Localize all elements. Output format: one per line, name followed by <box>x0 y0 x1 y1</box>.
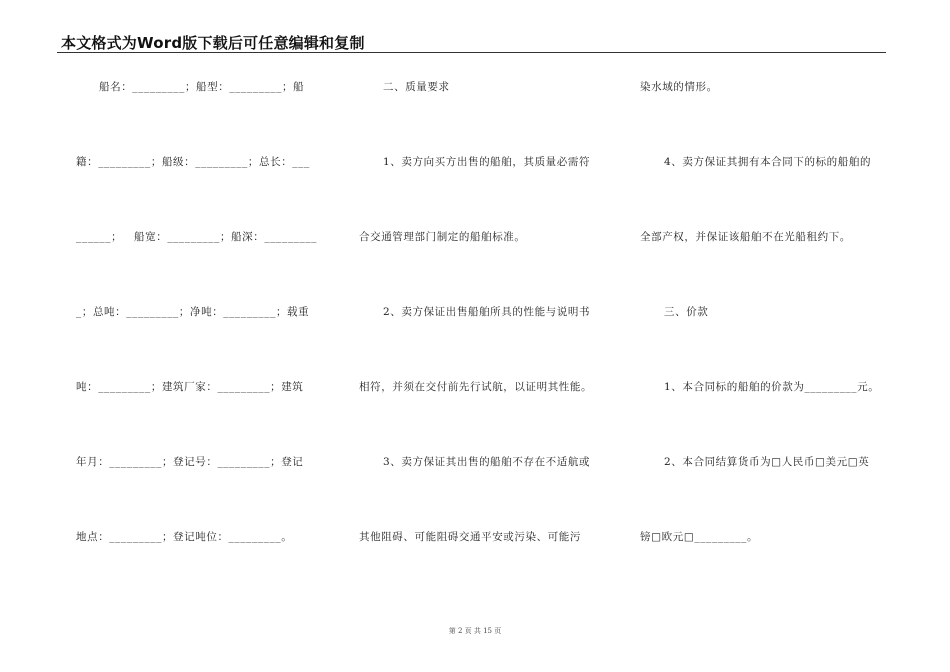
text-line: 1、卖方向买方出售的船舶，其质量必需符 <box>383 156 591 168</box>
text-line: 1、本合同标的船舶的价款为_________元。 <box>664 381 880 393</box>
text-line: 相符，并须在交付前先行试航，以证明其性能。 <box>359 381 593 393</box>
text-line: 籍：_________；船级：_________；总长：___ <box>76 156 310 168</box>
text-line: ______； 船宽：_________；船深：_________ <box>76 231 318 243</box>
text-line: 镑□欧元□_________。 <box>640 531 759 543</box>
text-line: 3、卖方保证其出售的船舶不存在不适航或 <box>383 456 591 468</box>
text-line: 船名：_________；船型：_________；船 <box>99 81 305 93</box>
text-line: 2、卖方保证出售船舶所具的性能与说明书 <box>383 306 591 318</box>
text-line: _；总吨：_________；净吨：_________；载重 <box>76 306 310 318</box>
document-header-title: 本文格式为Word版下载后可任意编辑和复制 <box>61 34 365 52</box>
page-number-footer: 第 2 页 共 15 页 <box>448 627 502 635</box>
text-line: 2、本合同结算货币为□人民币□美元□英 <box>664 456 870 468</box>
text-line: 地点：_________；登记吨位：_________。 <box>76 531 293 543</box>
text-line: 合交通管理部门制定的船舶标准。 <box>359 231 526 243</box>
text-line: 吨：_________；建筑厂家：_________；建筑 <box>76 381 304 393</box>
text-line: 4、卖方保证其拥有本合同下的标的船舶的 <box>664 156 872 168</box>
text-line: 染水域的情形。 <box>640 81 718 93</box>
section-heading: 二、质量要求 <box>383 81 450 93</box>
text-line: 年月：_________；登记号：_________；登记 <box>76 456 304 468</box>
section-heading: 三、价款 <box>664 306 709 318</box>
header-divider <box>57 52 886 53</box>
text-line: 全部产权，并保证该船舶不在光船租约下。 <box>640 231 851 243</box>
text-line: 其他阻碍、可能阻碍交通平安或污染、可能污 <box>359 531 581 543</box>
